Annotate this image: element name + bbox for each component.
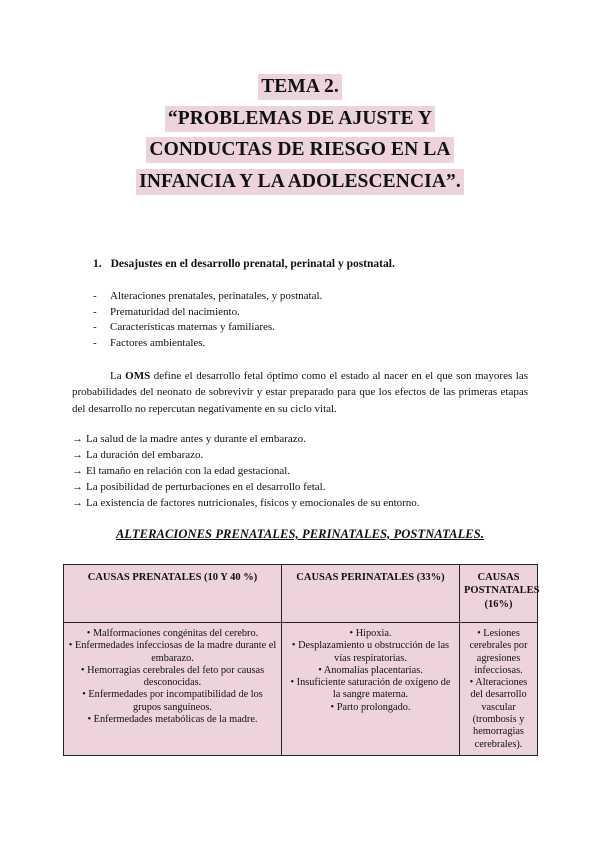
arrow-right-icon: → xyxy=(72,433,83,445)
title-line: INFANCIA Y LA ADOLESCENCIA”. xyxy=(136,169,464,195)
list-item: • Parto prolongado. xyxy=(286,702,455,714)
oms-term: OMS xyxy=(125,370,151,382)
table-header-row xyxy=(64,565,538,623)
list-item: • Hemorragias cerebrales del feto por causas desconocidas. xyxy=(68,665,277,690)
list-item: • Alteraciones del desarrollo vascular (trombosis y hemorragias cerebrales). xyxy=(464,677,533,751)
header-prenatal: CAUSAS PRENATALES (10 Y 40 %) xyxy=(64,565,282,623)
list-item: • Lesiones cerebrales por agresiones infecciosas. xyxy=(464,628,533,677)
list-item: • Anomalías placentarias. xyxy=(286,665,455,677)
list-item xyxy=(72,432,420,448)
list-item: - Factores ambientales. xyxy=(93,336,322,352)
list-item xyxy=(72,496,420,512)
list-item: - Características maternas y familiares. xyxy=(93,320,322,336)
list-item-text: La existencia de factores nutricionales, físicos y emocionales de su entorno. xyxy=(86,496,420,509)
table-subtitle: ALTERACIONES PRENATALES, PERINATALES, POSTNATALES. xyxy=(115,527,485,541)
list-item xyxy=(72,480,420,496)
arrow-right-icon: → xyxy=(72,480,83,493)
arrow-right-icon: → xyxy=(72,464,83,477)
header-postnatal: CAUSAS POSTNATALES (16%) xyxy=(460,565,538,623)
paragraph-text: define el desarrollo fetal óptimo como el estado al nacer en el que son mayores las probabilidades del neonato de sobrevivir y estar preparado para que los efectos de las primeras etapas del desarrollo no repercutan negativamente en su ciclo vital. xyxy=(72,370,528,415)
table-row xyxy=(64,623,538,756)
list-item: • Desplazamiento u obstrucción de las vías respiratorias. xyxy=(286,640,455,665)
postnatal-causes-cell xyxy=(460,623,538,756)
section-heading-text: Desajustes en el desarrollo prenatal, perinatal y postnatal. xyxy=(110,258,395,270)
list-item: - Alteraciones prenatales, perinatales, y postnatal. xyxy=(93,289,322,305)
list-item-text: La posibilidad de perturbaciones en el desarrollo fetal. xyxy=(86,480,326,493)
arrow-right-icon: → xyxy=(72,448,83,461)
list-item: • Enfermedades por incompatibilidad de los grupos sanguíneos. xyxy=(68,689,277,714)
title-line: “PROBLEMAS DE AJUSTE Y xyxy=(165,106,435,132)
list-item: • Enfermedades metabólicas de la madre. xyxy=(68,714,277,726)
arrow-right-icon: → xyxy=(72,496,83,509)
list-item-text: La duración del embarazo. xyxy=(86,448,204,461)
paragraph-prefix: La xyxy=(110,370,126,382)
section-number: 1. xyxy=(93,258,102,270)
header-perinatal: CAUSAS PERINATALES (33%) xyxy=(282,565,460,623)
section-heading xyxy=(93,258,395,270)
list-item xyxy=(72,464,420,480)
list-item: • Malformaciones congénitas del cerebro. xyxy=(68,628,277,640)
title-line: CONDUCTAS DE RIESGO EN LA xyxy=(146,137,453,163)
prenatal-causes-cell xyxy=(64,623,282,756)
document-title xyxy=(0,74,600,200)
dash-list xyxy=(93,289,322,352)
list-item-text: La salud de la madre antes y durante el embarazo. xyxy=(86,433,306,445)
list-item: - Prematuridad del nacimiento. xyxy=(93,305,322,321)
list-item: • Hipoxia. xyxy=(286,628,455,640)
list-item: • Insuficiente saturación de oxígeno de la sangre materna. xyxy=(286,677,455,702)
list-item-text: El tamaño en relación con la edad gestacional. xyxy=(86,464,291,477)
arrow-list xyxy=(72,432,420,511)
list-item: • Enfermedades infecciosas de la madre durante el embarazo. xyxy=(68,640,277,665)
title-line: TEMA 2. xyxy=(258,74,342,100)
causes-table xyxy=(63,564,538,756)
perinatal-causes-cell xyxy=(282,623,460,756)
oms-paragraph xyxy=(72,368,528,417)
list-item xyxy=(72,448,420,464)
